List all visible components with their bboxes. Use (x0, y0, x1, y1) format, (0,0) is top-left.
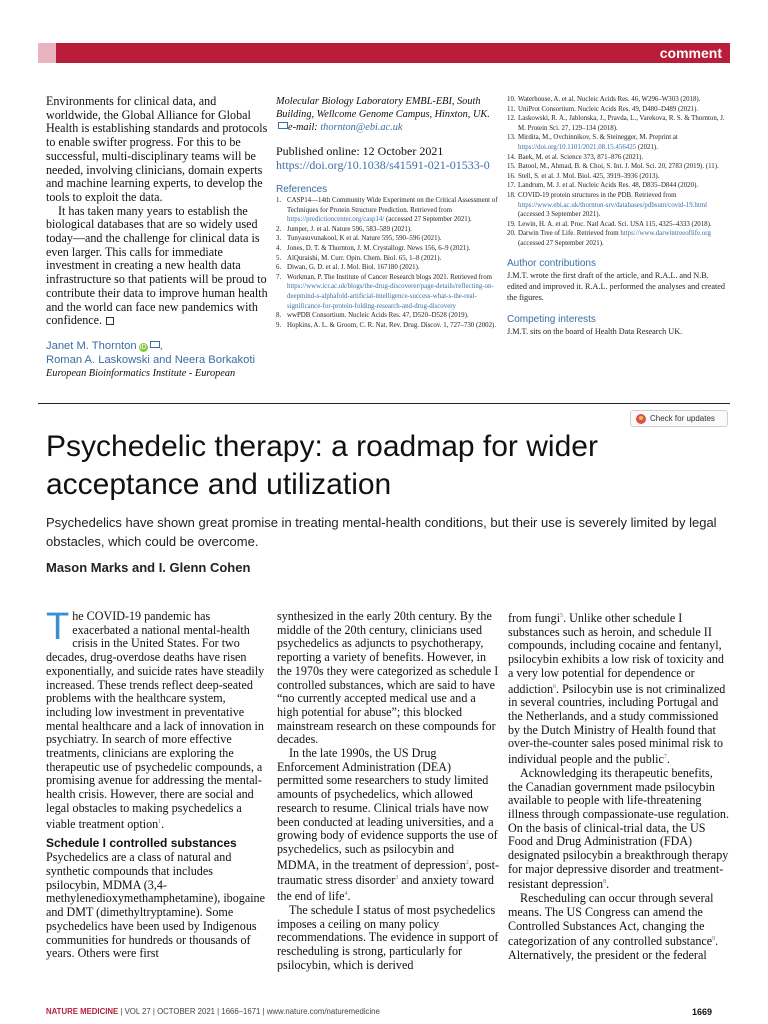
prev-article-authors: Janet M. Thornton iD , Roman A. Laskowski and Neera Borkakoti European Bioinformatics Institute - European (46, 339, 268, 380)
reference-text: CASP14—14th Community Wide Experiment on the Critical Assessment of Techniques for Protein Structure Prediction. Retrieved from (287, 197, 498, 214)
article-column-3: from fungi$^5$. Unlike other schedule I substances such as heroin, and schedule II compounds, including cocaine and fentanyl, psilocybin exhibits a low risk of toxicity and a very low potential for dependence or addiction$^6$. Psilocybin use is not criminalized in several countries, including Portugal and the Netherlands, and a study commissioned by the Dutch Ministry of Health found that over-the-counter sales posed minimal risk to individual people and the public$^7$. Acknowledging its therapeutic benefits, the Canadian government made psilocybin available to people with life-threatening illness through compassionate-use regulation. On the basis of clinical-trial data, the US Food and Drug Administration (FDA) designated psilocybin a breakthrough therapy for major depressive disorder and treatment-resistant depression$^8$. Rescheduling can occur through several means. The US Congress can amend the Controlled Substances Act, changing the categorization of any controlled substance$^9$. Alternatively, the president or the federal (508, 611, 730, 963)
reference-item (276, 311, 498, 321)
reference-text: UniProt Consortium. Nucleic Acids Res. 49, D480–D489 (2021). (518, 105, 699, 113)
references-list-b (507, 95, 729, 249)
prev-article-refs-continued (507, 95, 729, 337)
drop-cap: T (46, 606, 70, 648)
section-header-bar (38, 43, 730, 63)
reference-tail: (accessed 27 September 2021). (386, 216, 472, 224)
email-icon (278, 122, 288, 129)
reference-number: 9. (276, 321, 282, 329)
header-accent (38, 43, 56, 63)
end-of-article-icon (106, 317, 114, 325)
reference-item (276, 321, 498, 331)
reference-text: Darwin Tree of Life. Retrieved from (518, 230, 619, 238)
reference-number: 12. (507, 115, 516, 123)
issue-meta: | VOL 27 | OCTOBER 2021 | 1666–1671 | www.nature.com/naturemedicine (120, 1007, 380, 1016)
ref-citation[interactable]: 1 (158, 818, 162, 825)
reference-number: 19. (507, 220, 516, 228)
ref-citation[interactable]: 6 (553, 683, 557, 690)
reference-number: 18. (507, 191, 516, 199)
reference-text: Tunyasuvunakool, K et al. Nature 595, 590–596 (2021). (287, 235, 442, 243)
author-contributions-text: J.M.T. wrote the first draft of the article, and R.A.L. and N.B. edited and improved it. R.A.L. performed the analyses and created the figures. (507, 270, 726, 302)
reference-text: AlQuraishi, M. Curr. Opin. Chem. Biol. 65, 1–8 (2021). (287, 254, 442, 262)
check-for-updates-button[interactable] (630, 410, 728, 427)
ref-citation[interactable]: 4 (344, 891, 348, 898)
published-date: Published online: 12 October 2021 (276, 144, 444, 158)
ref-citation[interactable]: 2 (465, 859, 469, 866)
reference-item (507, 181, 729, 191)
ref-citation[interactable]: 7 (663, 754, 667, 761)
email-link[interactable]: thornton@ebi.ac.uk (320, 122, 403, 133)
reference-item (276, 273, 498, 311)
reference-number: 3. (276, 235, 282, 243)
page-footer (46, 1007, 712, 1017)
reference-item (276, 254, 498, 264)
reference-text: Baek, M. et al. Science 373, 871–876 (2021). (518, 153, 644, 161)
page-number: 1669 (691, 1007, 712, 1017)
check-updates-icon (636, 414, 646, 424)
body-paragraph: Psychedelics are a class of natural and synthetic compounds that includes psilocybin, MDMA (3,4-methylenedioxymethamphetamine), ibogaine and DMT (dimethyltryptamine). Some psychedelics have been used by Indigenous communities for hundreds or thousands of years. Others were first (46, 850, 265, 961)
references-heading: References (276, 184, 328, 195)
section-label: comment (56, 43, 730, 63)
article-title: Psychedelic therapy: a roadmap for wider acceptance and utilization (46, 430, 598, 501)
reference-number: 16. (507, 172, 516, 180)
check-updates-label: Check for updates (650, 414, 715, 423)
reference-text: Jumper, J. et al. Nature 596, 583–589 (2021). (287, 225, 412, 233)
section-subhead: Schedule I controlled substances (46, 836, 237, 851)
intro-paragraph: he COVID-19 pandemic has exacerbated a national mental-health crisis in the United States. For two decades, drug-overdose deaths have risen exponentially, and suicide rates have steadily increased. These trends reflect deep-seated problems with the healthcare system, including low investment in preventative mental healthcare and a lack of innovation in psychiatry. In search of more effective treatments, clinicians are exploring the therapeutic use of psychedelic compounds, a promising avenue for addressing the mental-health crisis. However, there are social and legal obstacles to making psychedelics a viable treatment option (46, 609, 265, 831)
reference-number: 1. (276, 197, 282, 204)
prev-article-body (46, 95, 268, 328)
reference-text: Workman, P. The Institute of Cancer Research blogs 2021. Retrieved from (287, 273, 493, 281)
prev-article-meta (276, 95, 498, 330)
email-icon[interactable] (150, 341, 160, 348)
ref-citation[interactable]: 8 (603, 879, 607, 886)
article-column-2: synthesized in the early 20th century. By the middle of the 20th century, clinicians used psychedelics as adjuncts to psychotherapy, reporting a variety of benefits. However, in the 1970s they were categorized as schedule I controlled substances, which are said to have “no currently accepted medical use and a high potential for abuse”; this blocked mainstream research on these compounds for decades. In the late 1990s, the US Drug Enforcement Administration (DEA) permitted some researchers to study limited amounts of psychedelics, which allowed research to resume. Clinical trials have now been conducted at leading universities, and a growing body of evidence supports the use of psychedelics, such as psilocybin and MDMA, in the treatment of depression$^2$, post-traumatic stress disorder$^3$ and anxiety toward the end of life$^4$. The schedule I status of most psychedelics imposes a ceiling on many policy recommendations. The evidence in support of rescheduling is strong, particularly for psilocybin, which is derived (277, 609, 499, 972)
reference-item (507, 105, 729, 115)
author-contributions-heading: Author contributions (507, 257, 596, 269)
coauthor-names[interactable]: Roman A. Laskowski and Neera Borkakoti (46, 354, 255, 366)
reference-item (276, 263, 498, 273)
affiliation-line: European Bioinformatics Institute - European (46, 368, 236, 379)
reference-tail: (accessed 27 September 2021). (518, 239, 604, 247)
reference-item (507, 153, 729, 163)
journal-name: NATURE MEDICINE (46, 1007, 119, 1016)
reference-item (507, 133, 729, 152)
reference-item (276, 225, 498, 235)
reference-link[interactable]: https://www.ebi.ac.uk/thornton-srv/databases/pdbsum/covid-19.html (518, 201, 708, 209)
ref-citation[interactable]: 3 (395, 875, 399, 882)
reference-number: 11. (507, 105, 516, 113)
reference-text: wwPDB Consortium. Nucleic Acids Res. 47, D520–D528 (2019). (287, 312, 469, 320)
ref-citation[interactable]: 5 (560, 613, 564, 619)
competing-interests-text: J.M.T. sits on the board of Health Data Research UK. (507, 326, 683, 336)
reference-item (507, 220, 729, 230)
competing-interests-heading: Competing interests (507, 313, 596, 325)
reference-item (507, 162, 729, 172)
prev-body-paragraph-2: It has taken many years to establish the biological databases that are so widely used today—and the challenge for clinical data is even larger. This calls for immediate investment in creating a new health data infrastructure so that patients will be proud to contribute their data to improve human health and the world can face new pandemics with confidence. (46, 203, 268, 328)
body-paragraph: synthesized in the early 20th century. By the middle of the 20th century, clinicians used psychedelics as adjuncts to psychotherapy, reporting a variety of benefits. However, in the 1970s they were categorized as schedule I controlled substances, which are said to have “no currently accepted medical use and a high potential for abuse”; this blocked mainstream research on these compounds for decades. (277, 609, 499, 747)
reference-number: 4. (276, 244, 282, 252)
reference-text: Laskowski, R. A., Jablonska, J., Pravda, L., Varekova, R. S. & Thornton, J. M. Protein Sci. 27, 129–134 (2018). (518, 115, 725, 132)
reference-number: 10. (507, 96, 516, 103)
reference-link[interactable]: https://doi.org/10.1101/2021.08.15.456425 (518, 143, 637, 151)
reference-link[interactable]: https://predictioncenter.org/casp14/ (287, 216, 385, 224)
reference-item (507, 95, 729, 105)
reference-number: 6. (276, 264, 282, 272)
ref-citation[interactable]: 9 (712, 936, 716, 943)
reference-link[interactable]: https://www.icr.ac.uk/blogs/the-drug-discoverer/page-details/reflecting-on-deepmind-s-alphafold-artificial-intelligence-success-what-s-the-real-significance-for-protein-folding-research-and-drug-discovery (287, 283, 494, 310)
article-byline[interactable]: Mason Marks and I. Glenn Cohen (46, 560, 251, 575)
prev-body-paragraph-1: Environments for clinical data, and worldwide, the Global Alliance for Global Health is establishing standards and protocols to enable swifter progress. For this to be successful, multi-disciplinary teams will be needed, involving clinicians, domain experts and machine learning experts, to develop the tools to exploit the data. (46, 94, 268, 204)
reference-text: Mirdita, M., Ovchinnikov, S. & Steinegger, M. Preprint at (518, 134, 678, 142)
orcid-icon[interactable]: iD (139, 344, 147, 351)
reference-number: 13. (507, 134, 516, 142)
doi-link[interactable]: https://doi.org/10.1038/s41591-021-01533-0 (276, 158, 490, 172)
reference-item (507, 114, 729, 133)
reference-item (507, 172, 729, 182)
reference-item (276, 234, 498, 244)
reference-number: 8. (276, 312, 282, 320)
reference-text: Hopkins, A. L. & Groom, C. R. Nat. Rev. Drug. Discov. 1, 727–730 (2002). (287, 321, 497, 329)
reference-number: 5. (276, 254, 282, 262)
reference-item (507, 191, 729, 220)
reference-text: Jones, D. T. & Thornton, J. M. Crystallogr. News 156, 6–9 (2021). (287, 244, 471, 252)
reference-tail: (2021). (637, 143, 658, 151)
reference-tail: (accessed 3 September 2021). (518, 211, 601, 219)
reference-item (276, 196, 498, 225)
email-label: e-mail: (288, 122, 318, 133)
references-list-a (276, 196, 498, 330)
reference-text: Diwan, G. D. et al. J. Mol. Biol. 167180 (2021). (287, 264, 420, 272)
section-divider (38, 403, 730, 404)
reference-item (276, 244, 498, 254)
reference-number: 2. (276, 225, 282, 233)
reference-text: Waterhouse, A. et al. Nucleic Acids Res. 46, W296–W303 (2018). (518, 96, 701, 103)
reference-text: Batool, M., Ahmad, B. & Choi, S. Int. J. Mol. Sci. 20, 2783 (2019). (11). (518, 163, 719, 171)
reference-item (507, 229, 729, 248)
reference-text: Lewin, H. A. et al. Proc. Natl Acad. Sci. USA 115, 4325–4333 (2018). (518, 220, 712, 228)
reference-text: COVID-19 protein structures in the PDB. Retrieved from (518, 191, 677, 199)
author-name[interactable]: Janet M. Thornton (46, 340, 137, 352)
reference-number: 7. (276, 273, 282, 281)
reference-number: 20. (507, 230, 516, 238)
reference-text: Landrum, M. J. et al. Nucleic Acids Res. 48, D835–D844 (2020). (518, 182, 699, 190)
reference-number: 14. (507, 153, 516, 161)
affiliation-continued: Molecular Biology Laboratory EMBL-EBI, South Building, Wellcome Genome Campus, Hinxton, UK. (276, 96, 490, 120)
reference-link[interactable]: https://www.darwintreeoflife.org (620, 230, 711, 238)
reference-number: 15. (507, 163, 516, 171)
reference-text: Stell, S. et al. J. Mol. Biol. 425, 3919–3936 (2013). (518, 172, 660, 180)
article-column-1: The COVID-19 pandemic has exacerbated a national mental-health crisis in the United States. For two decades, drug-overdose deaths have risen exponentially, and suicide rates have steadily increased. These trends reflect deep-seated problems with the healthcare system, including low investment in preventative mental healthcare and a lack of innovation in psychiatry. In search of more effective treatments, clinicians are exploring the therapeutic use of psychedelic compounds, a promising avenue for addressing the mental-health crisis. However, there are social and legal obstacles to making psychedelics a viable treatment option$^1$. Schedule I controlled substances Psychedelics are a class of natural and synthetic compounds that includes psilocybin, MDMA (3,4-methylenedioxymethamphetamine), ibogaine and DMT (dimethyltryptamine). Some psychedelics have been used by Indigenous communities for hundreds or thousands of years. Others were first (46, 610, 268, 961)
body-paragraph: The schedule I status of most psychedelics imposes a ceiling on many policy recommendations. The evidence in support of rescheduling is strong, particularly for psilocybin, which is derived (277, 902, 499, 972)
article-standfirst: Psychedelics have shown great promise in treating mental-health conditions, but their use is severely limited by legal obstacles, which could be overcome. (46, 515, 717, 549)
reference-number: 17. (507, 182, 516, 190)
